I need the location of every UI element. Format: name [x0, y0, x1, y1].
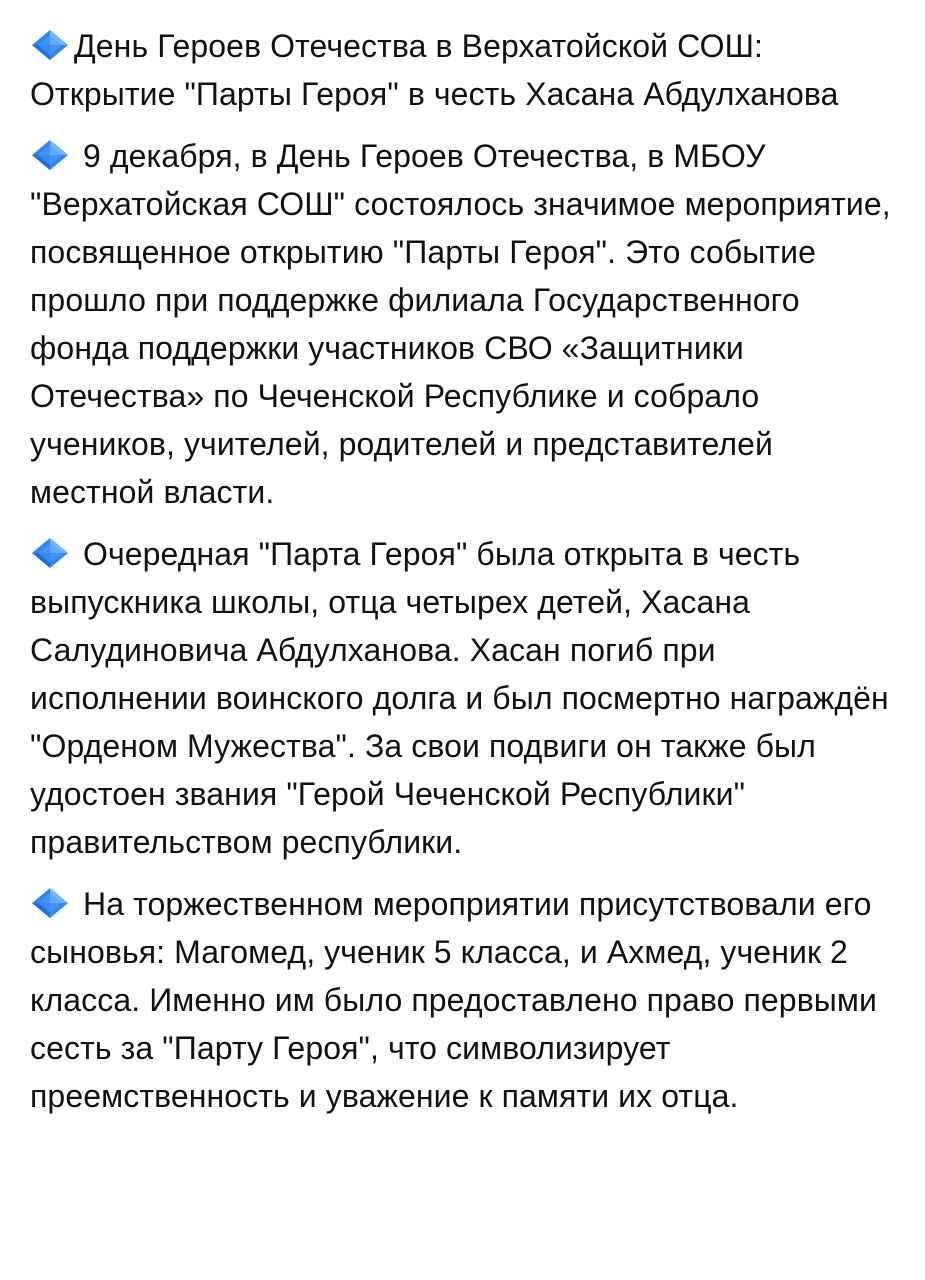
paragraph-sons	[30, 880, 895, 1120]
blue-diamond-icon	[30, 537, 70, 569]
post-heading	[30, 22, 895, 118]
heading-text: День Героев Отечества в Верхатойской СОШ: Открытие "Парты Героя" в честь Хасана Абдулханова	[30, 28, 839, 112]
blue-diamond-icon	[30, 29, 70, 61]
blue-diamond-icon	[30, 139, 70, 171]
paragraph-text: Очередная "Парта Героя" была открыта в честь выпускника школы, отца четырех детей, Хасана Салудиновича Абдулханова. Хасан погиб при исполнении воинского долга и был посмертно награждён "Орденом Мужества". За свои подвиги он также был удостоен звания "Герой Чеченской Республики" правительством республики.	[30, 536, 889, 860]
paragraph-hero	[30, 530, 895, 866]
paragraph-text: На торжественном мероприятии присутствовали его сыновья: Магомед, ученик 5 класса, и Ахмед, ученик 2 класса. Именно им было предоставлено право первыми сесть за "Парту Героя", что символизирует преемственность и уважение к памяти их отца.	[30, 886, 877, 1114]
paragraph-event	[30, 132, 895, 516]
paragraph-text: 9 декабря, в День Героев Отечества, в МБОУ "Верхатойская СОШ" состоялось значимое мероприятие, посвященное открытию "Парты Героя". Это событие прошло при поддержке филиала Государственного фонда поддержки участников СВО «Защитники Отечества» по Чеченской Республике и собрало учеников, учителей, родителей и представителей местной власти.	[30, 138, 891, 510]
blue-diamond-icon	[30, 887, 70, 919]
